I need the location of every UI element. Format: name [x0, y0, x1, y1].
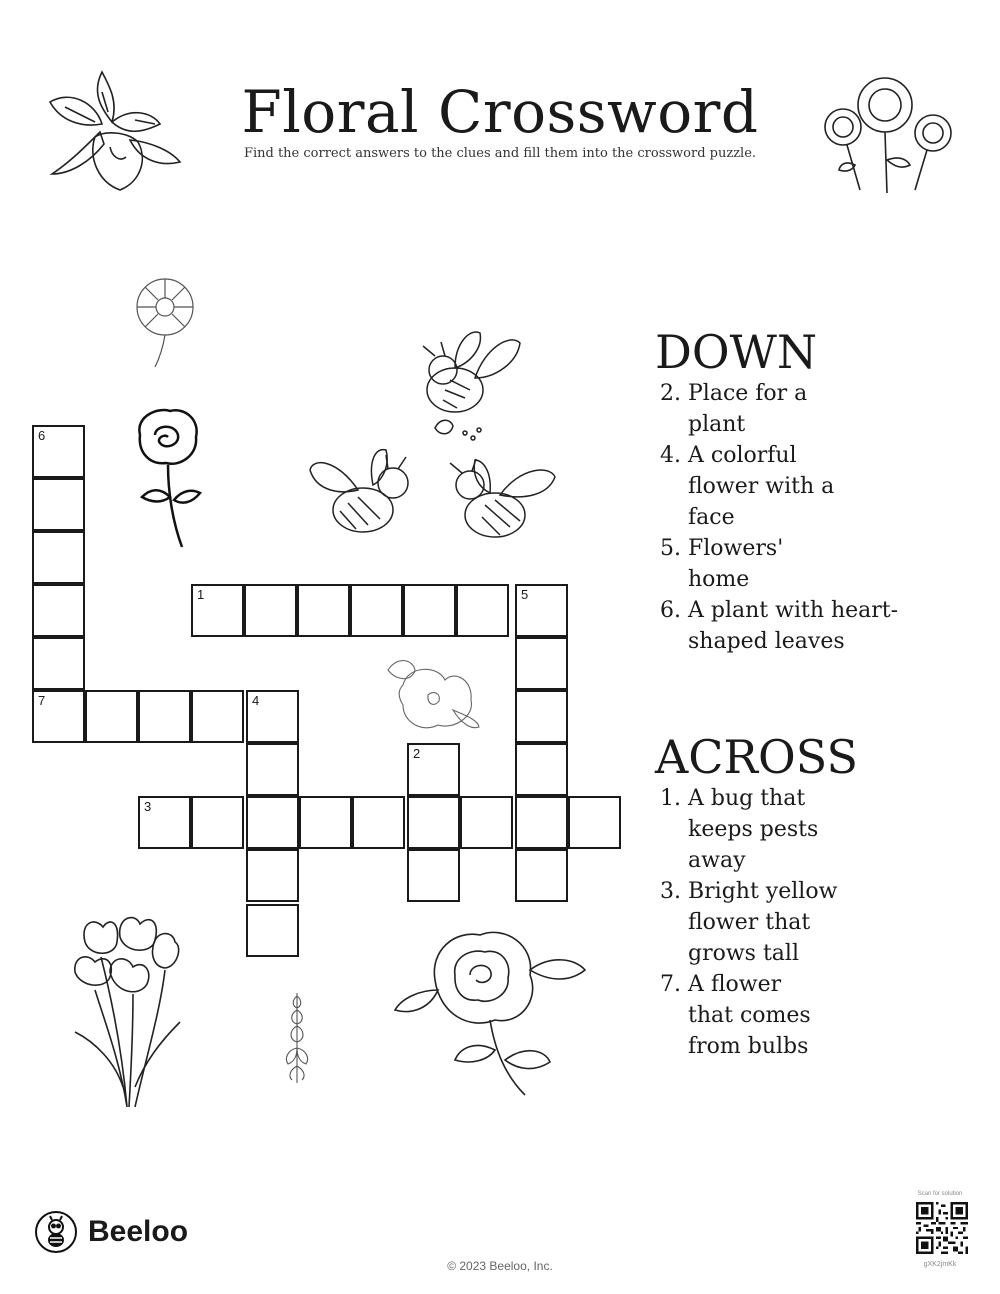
clue-num: 1.	[660, 786, 681, 811]
beeloo-logo-icon	[34, 1210, 78, 1254]
bee-icon	[440, 455, 560, 555]
grid-cell[interactable]	[515, 637, 568, 690]
clue-num: 5.	[660, 536, 681, 561]
grid-cell[interactable]	[138, 690, 191, 743]
grid-cell[interactable]	[32, 531, 85, 584]
copyright: © 2023 Beeloo, Inc.	[447, 1259, 553, 1273]
grid-cell[interactable]	[32, 637, 85, 690]
clue-num: 7.	[660, 972, 681, 997]
clue-number: 6	[38, 428, 46, 443]
grid-cell[interactable]	[244, 584, 297, 637]
grid-cell[interactable]	[515, 849, 568, 902]
clue-number: 5	[521, 587, 529, 602]
clue-number: 1	[197, 587, 205, 602]
down-clues	[660, 378, 990, 657]
grid-cell[interactable]	[515, 690, 568, 743]
grid-cell[interactable]	[515, 743, 568, 796]
pansy-icon	[383, 655, 483, 735]
clue-text: A bug that keeps pests away	[688, 786, 819, 873]
grid-cell[interactable]	[350, 584, 403, 637]
grid-cell[interactable]	[297, 584, 350, 637]
grid-cell[interactable]	[407, 743, 460, 796]
grid-cell[interactable]	[403, 584, 456, 637]
clue-item	[660, 876, 990, 969]
grid-cell[interactable]	[456, 584, 509, 637]
grid-cell[interactable]	[138, 796, 191, 849]
clue-item	[660, 440, 990, 533]
across-clues	[660, 783, 990, 1062]
grid-cell[interactable]	[85, 690, 138, 743]
grid-cell[interactable]	[352, 796, 405, 849]
clue-text: Bright yellow flower that grows tall	[688, 879, 838, 966]
clue-item	[660, 969, 990, 1062]
sunflower-icon	[815, 65, 965, 195]
grid-cell[interactable]	[407, 796, 460, 849]
grid-cell[interactable]	[568, 796, 621, 849]
qr-code-icon[interactable]	[916, 1202, 968, 1254]
page-title: Floral Crossword	[241, 78, 759, 146]
clue-text: A colorful flower with a face	[688, 443, 835, 530]
clue-item	[660, 783, 990, 876]
grid-cell[interactable]	[191, 796, 244, 849]
grid-cell[interactable]	[246, 796, 299, 849]
lupine-icon	[280, 988, 315, 1088]
daisy-icon	[125, 275, 210, 370]
clue-item	[660, 533, 990, 595]
qr-label: Scan for solution	[917, 1191, 963, 1197]
orchid-icon	[40, 62, 185, 202]
grid-cell[interactable]	[515, 584, 568, 637]
bee-icon	[405, 328, 525, 443]
grid-cell[interactable]	[32, 584, 85, 637]
grid-cell[interactable]	[32, 425, 85, 478]
across-heading: ACROSS	[655, 730, 858, 784]
bee-icon	[308, 445, 428, 555]
grid-cell[interactable]	[32, 690, 85, 743]
clue-text: A plant with heart-shaped leaves	[688, 598, 899, 654]
clue-num: 6.	[660, 598, 681, 623]
gardenia-icon	[390, 920, 590, 1100]
grid-cell[interactable]	[246, 849, 299, 902]
down-heading: DOWN	[655, 325, 818, 379]
clue-item	[660, 595, 990, 657]
clue-text: Flowers' home	[688, 536, 784, 592]
clue-text: A flower that comes from bulbs	[688, 972, 811, 1059]
grid-cell[interactable]	[191, 584, 244, 637]
grid-cell[interactable]	[460, 796, 513, 849]
qr-code-id: gXK2jmKk	[923, 1261, 957, 1268]
clue-number: 4	[252, 693, 260, 708]
clue-num: 2.	[660, 381, 681, 406]
grid-cell[interactable]	[407, 849, 460, 902]
grid-cell[interactable]	[299, 796, 352, 849]
clue-text: Place for a plant	[688, 381, 808, 437]
grid-cell[interactable]	[515, 796, 568, 849]
grid-cell[interactable]	[246, 904, 299, 957]
grid-cell[interactable]	[246, 743, 299, 796]
grid-cell[interactable]	[32, 478, 85, 531]
tulip-icon	[65, 912, 190, 1112]
grid-cell[interactable]	[246, 690, 299, 743]
grid-cell[interactable]	[191, 690, 244, 743]
instructions: Find the correct answers to the clues and fill them into the crossword puzzle.	[243, 146, 757, 161]
clue-num: 3.	[660, 879, 681, 904]
clue-item	[660, 378, 990, 440]
brand-name: Beeloo	[88, 1215, 189, 1248]
clue-number: 3	[144, 799, 152, 814]
clue-number: 7	[38, 693, 46, 708]
clue-number: 2	[413, 746, 421, 761]
clue-num: 4.	[660, 443, 681, 468]
rose-icon	[130, 405, 205, 555]
